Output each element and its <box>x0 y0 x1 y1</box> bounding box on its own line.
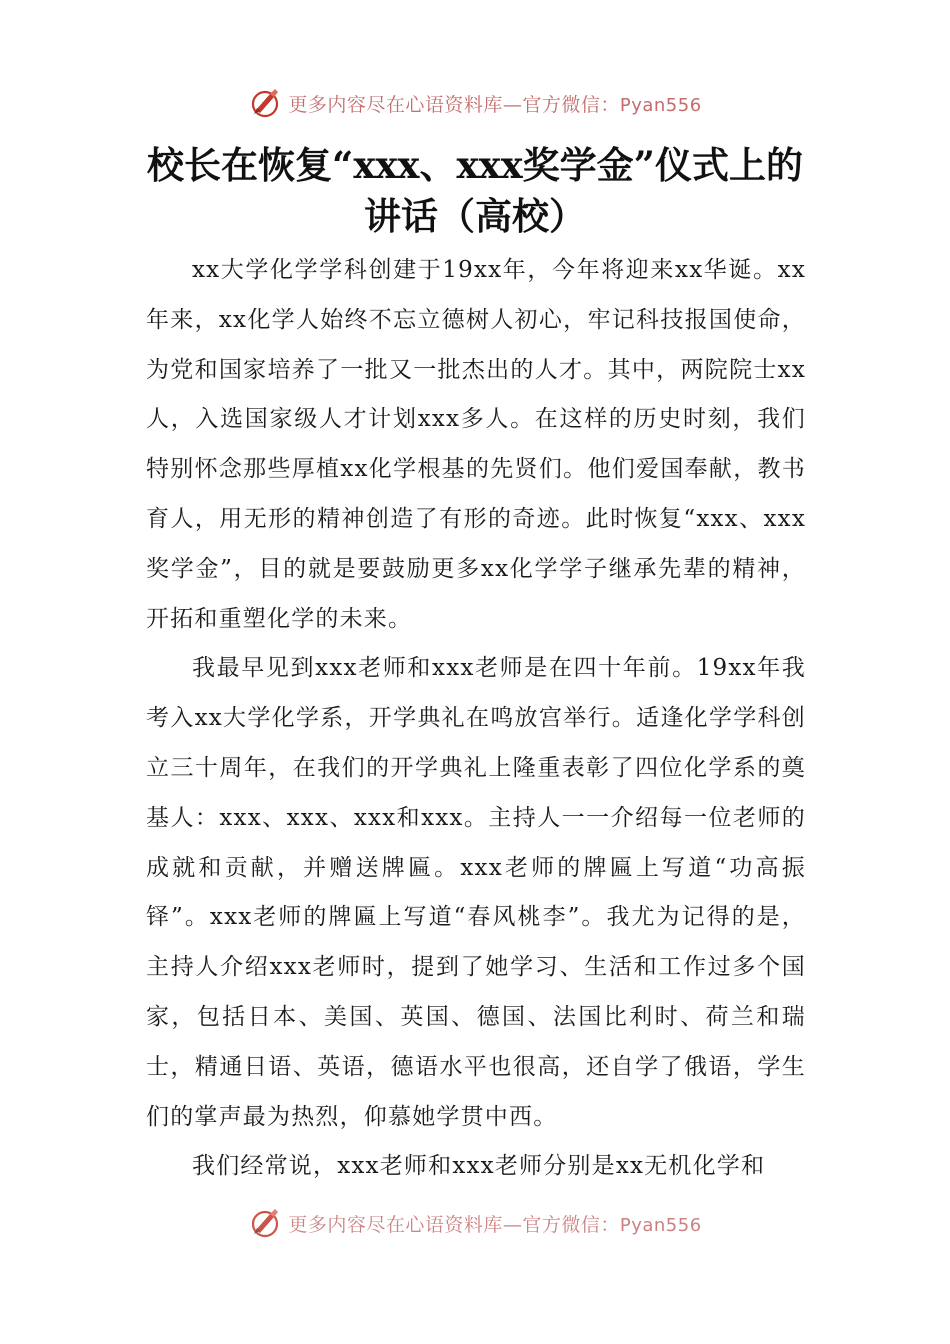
header-wechat-id: Pyan556 <box>619 94 702 116</box>
paragraph-1: xx大学化学学科创建于19xx年，今年将迎来xx华诞。xx年来，xx化学人始终不忘立德树人初心，牢记科技报国使命，为党和国家培养了一批又一批杰出的人才。其中，两院院士xx人，入选国家级人才计划xxx多人。在这样的历史时刻，我们特别怀念那些厚植xx化学根基的先贤们。他们爱国奉献，教书育人，用无形的精神创造了有形的奇迹。此时恢复“xxx、xxx奖学金”，目的就是要鼓励更多xx化学学子继承先辈的精神，开拓和重塑化学的未来。 <box>146 257 806 632</box>
footer-banner-inner <box>248 1206 701 1240</box>
header-banner-inner <box>248 86 701 120</box>
pen-circle-logo-icon <box>248 86 282 120</box>
footer-banner-label: 更多内容尽在心语资料库—官方微信： <box>288 1213 620 1236</box>
footer-banner-text <box>288 1210 701 1237</box>
paragraph-3: 我们经常说，xxx老师和xxx老师分别是xx无机化学和 <box>192 1153 766 1180</box>
document-body <box>146 246 806 1192</box>
footer-banner <box>0 1203 950 1243</box>
header-banner-text <box>288 90 701 117</box>
header-banner-label: 更多内容尽在心语资料库—官方微信： <box>288 93 620 116</box>
header-banner <box>0 83 950 123</box>
pen-circle-logo-icon <box>248 1206 282 1240</box>
footer-wechat-id: Pyan556 <box>619 1214 702 1236</box>
paragraph-2: 我最早见到xxx老师和xxx老师是在四十年前。19xx年我考入xx大学化学系，开学典礼在鸣放宫举行。适逢化学学科创立三十周年，在我们的开学典礼上隆重表彰了四位化学系的奠基人：xxx、xxx、xxx和xxx。主持人一一介绍每一位老师的成就和贡献，并赠送牌匾。xxx老师的牌匾上写道“功高振铎”。xxx老师的牌匾上写道“春风桃李”。我尤为记得的是，主持人介绍xxx老师时，提到了她学习、生活和工作过多个国家，包括日本、美国、英国、德国、法国比利时、荷兰和瑞士，精通日语、英语，德语水平也很高，还自学了俄语，学生们的掌声最为热烈，仰慕她学贯中西。 <box>146 655 806 1130</box>
document-title: 校长在恢复“xxx、xxx奖学金”仪式上的讲话（高校） <box>147 143 803 238</box>
